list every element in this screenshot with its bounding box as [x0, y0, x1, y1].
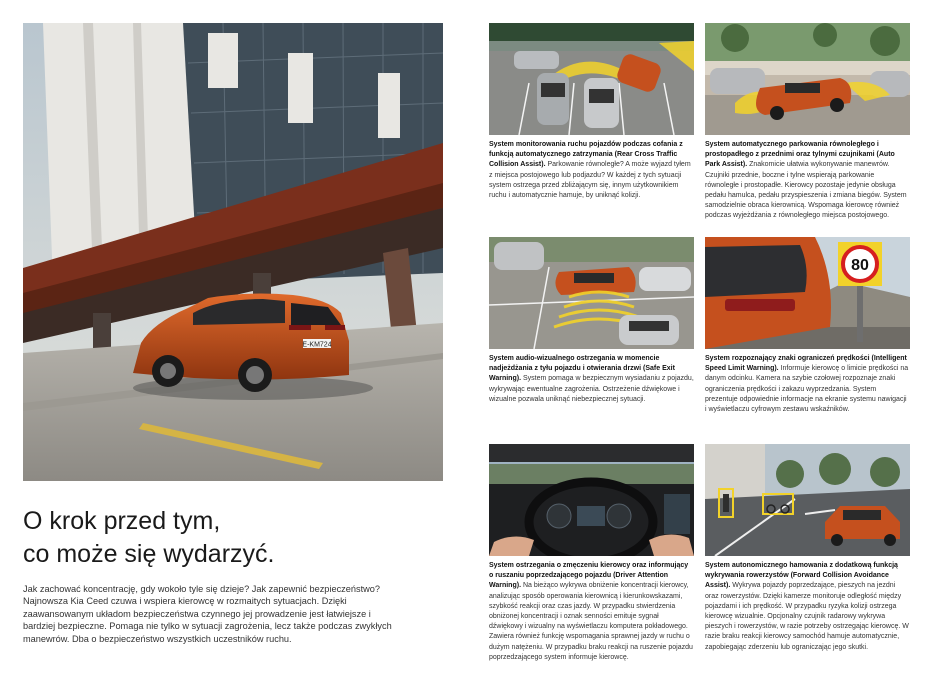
feature-body: Znakomicie ułatwia wykonywanie manewrów. Czujniki przednie, boczne i tylne wspierają parkowanie równoległe i prostopadłe. Kierowcy pozostaje jedynie obsługa pedału hamulca, pedału przyspieszenia i zmiana biegów. System samodzielnie obraca kierownicą. Wspomaga kierowcę również podczas wyjeżdżania z równoległego miejsca postojowego. — [705, 161, 907, 220]
feature-text — [705, 561, 910, 653]
feature-image-auto-park-assist — [705, 23, 910, 135]
feature-title: System rozpoznający znaki ograniczeń prędkości (Intelligent Speed Limit Warning). — [705, 355, 907, 373]
headline-line-2: co może się wydarzyć. — [23, 540, 275, 568]
feature-title: System monitorowania ruchu pojazdów podczas cofania z funkcją automatycznego zatrzymania (Rear Cross Traffic Collision Assist). — [489, 141, 683, 169]
feature-body: System pomaga w bezpiecznym wysiadaniu z pojazdu, wykrywając ewentualne zagrożenia. Ostrzeżenie dźwiękowe i wizualne pozwala uniknąć niebezpiecznej sytuacji. — [489, 375, 694, 403]
feature-text — [489, 354, 694, 405]
page-headline — [23, 505, 443, 571]
feature-title: System autonomicznego hamowania z dodatkową funkcją wykrywania rowerzystów (Forward Collision Avoidance Assist). — [705, 562, 898, 590]
feature-image-rear-cross-traffic — [489, 23, 694, 135]
feature-text — [705, 354, 910, 415]
license-plate: E-KM724 — [302, 341, 332, 349]
speed-limit-sign-value: 80 — [851, 257, 869, 274]
feature-forward-collision-avoidance — [705, 444, 910, 653]
feature-driver-attention-warning — [489, 444, 694, 663]
feature-body: Informuje kierowcę o limicie prędkości na danym odcinku. Kamera na szybie czołowej rozpoznaje znaki ograniczenia prędkości i zakazu wyprzedzania. System prezentuje odpowiednie informacje na ekranie systemu nawigacji i wyświetlaczu cyfrowym zestawu wskaźników. — [705, 365, 909, 414]
hero-image — [23, 23, 443, 481]
feature-title: System ostrzegania o zmęczeniu kierowcy oraz informujący o ruszaniu poprzedzającego pojazdu (Driver Attention Warning). — [489, 562, 689, 590]
intro-paragraph: Jak zachować koncentrację, gdy wokoło tyle się dzieje? Jak zapewnić bezpieczeństwo? Najnowsza Kia Ceed czuwa i wspiera kierowcę w rozmaitych sytuacjach. Dzięki zaawansowanym układom bezpieczeństwa czynnego jej prowadzenie jest łatwiejsze i bardziej bezpieczne. Pomaga nie tylko w sytuacji zagrożenia, lecz także podczas zwykłych manewrów. Dba o bezpieczeństwo wszystkich uczestników ruchu. — [23, 584, 392, 644]
feature-text — [489, 140, 694, 201]
feature-image-speed-limit-warning — [705, 237, 910, 349]
feature-text — [489, 561, 694, 663]
feature-auto-park-assist — [705, 23, 910, 222]
feature-body: Wykrywa pojazdy poprzedzające, pieszych na jezdni oraz rowerzystów. Dzięki kamerze monitoruje odległość między pojazdami i ich prędkość. W przypadku ryzyka kolizji ostrzega kierowcę wizualnie. Opcjonalny czujnik radarowy wykrywa pieszych i rowerzystów, w razie potrzeby ostrzegając kierowcę. W razie braku reakcji kierowcy samochód hamuje automatycznie, zapobiegając zderzeniu lub ograniczając jego skutki. — [705, 582, 909, 651]
feature-image-driver-attention-warning — [489, 444, 694, 556]
feature-text — [705, 140, 910, 222]
feature-body: Parkowanie równoległe? A może wyjazd tyłem z miejsca postojowego lub podjazdu? W każdej z tych sytuacji system ostrzega przed zbliżającym się, innym użytkownikiem ruchu i automatycznie hamuje, by uniknąć kolizji. — [489, 161, 691, 200]
feature-image-safe-exit-warning — [489, 237, 694, 349]
feature-safe-exit-warning — [489, 237, 694, 405]
feature-title: System automatycznego parkowania równoległego i prostopadłego z przednimi oraz tylnymi czujnikami (Auto Park Assist). — [705, 141, 895, 169]
feature-body: Na bieżąco wykrywa obniżenie koncentracji kierowcy, analizując sposób operowania kierownicą i kierunkowskazami, szybkość reakcji oraz czas jazdy. W przypadku stwierdzenia obniżonej koncentracji i oznak senności emituje sygnał dźwiękowy i wizualny na wyświetlaczu komputera pokładowego. Zawiera również funkcję wspomagania sprawnej jazdy w ruchu o dużym natężeniu. W przypadku braku reakcji na ruszenie pojazdu poprzedzającego system informuje kierowcę. — [489, 582, 693, 661]
headline-line-1: O krok przed tym, — [23, 507, 221, 535]
feature-rear-cross-traffic — [489, 23, 694, 201]
feature-speed-limit-warning — [705, 237, 910, 415]
feature-title: System audio-wizualnego ostrzegania w momencie nadjeżdżania z tyłu pojazdu i otwierania drzwi (Safe Exit Warning). — [489, 355, 675, 383]
feature-image-forward-collision-avoidance — [705, 444, 910, 556]
